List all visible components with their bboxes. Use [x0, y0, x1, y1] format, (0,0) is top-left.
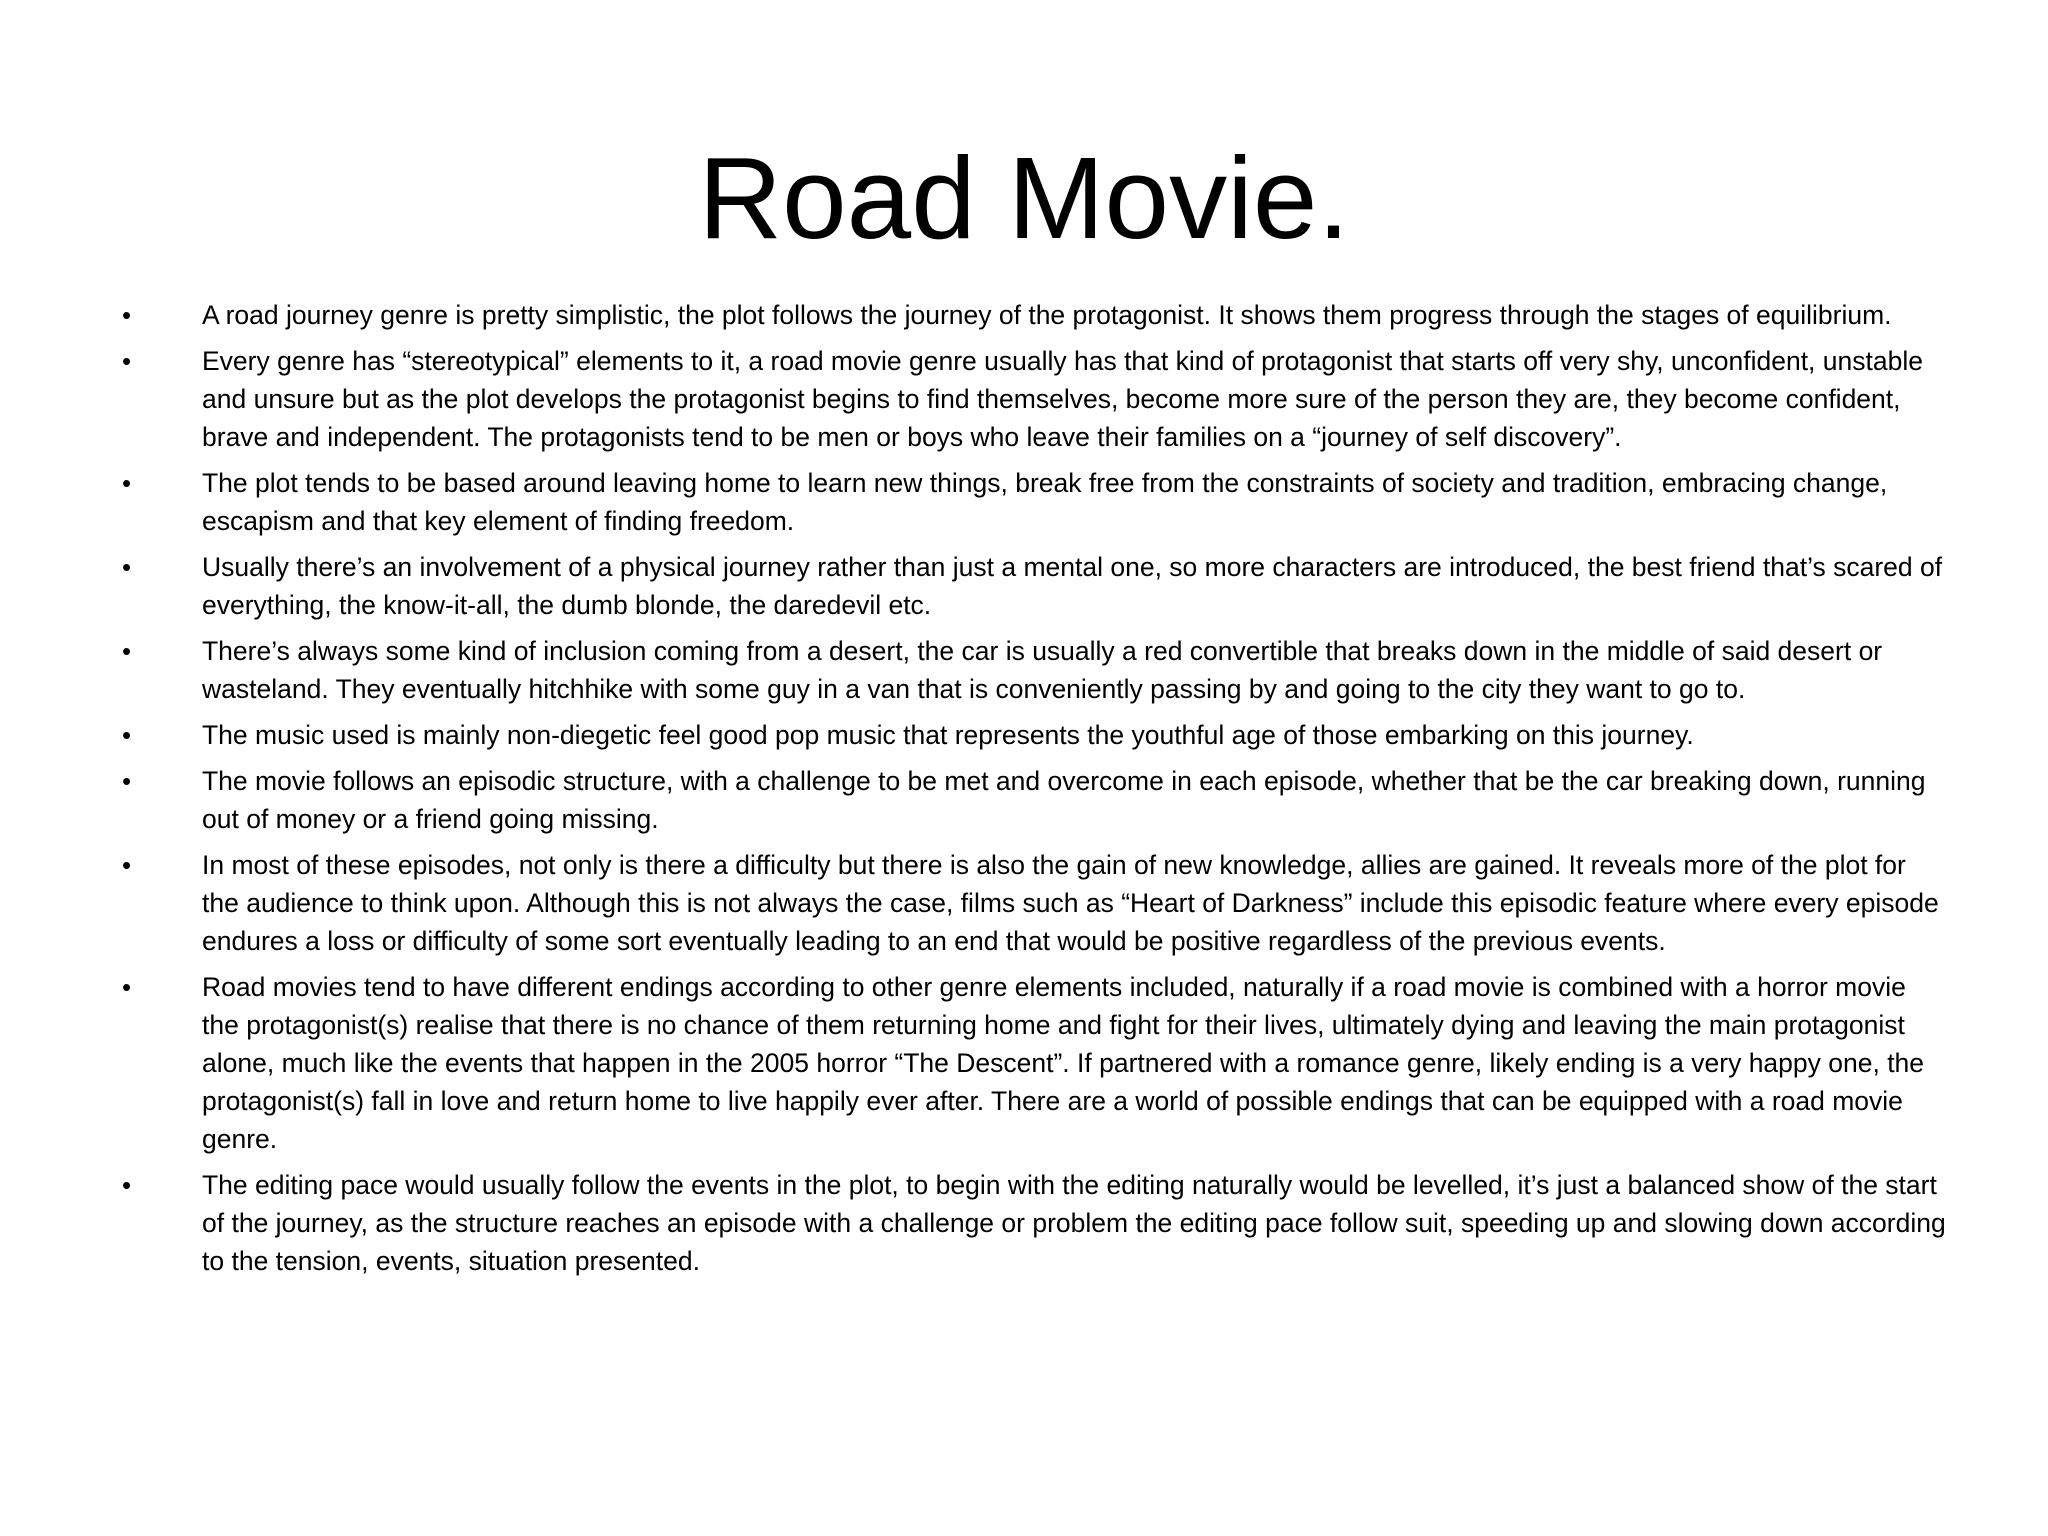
bullet-item-5	[120, 632, 1946, 708]
bullet-item-7	[120, 762, 1946, 838]
bullet-item-8	[120, 846, 1946, 960]
bullet-item-2	[120, 342, 1946, 456]
bullet-list	[120, 296, 1946, 1288]
bullet-item-1	[120, 296, 1946, 334]
bullet-text: Usually there’s an involvement of a physical journey rather than just a mental one, so more characters are introduced, the best friend that’s scared of everything, the know-it-all, the dumb blonde, the daredevil etc.	[202, 552, 1943, 620]
bullet-item-9	[120, 968, 1946, 1158]
bullet-dot-icon: •	[122, 850, 132, 880]
bullet-dot-icon: •	[122, 766, 132, 796]
bullet-text: The plot tends to be based around leaving home to learn new things, break free from the constraints of society and tradition, embracing change, escapism and that key element of finding freedom.	[202, 468, 1888, 536]
bullet-item-4	[120, 548, 1946, 624]
bullet-dot-icon: •	[122, 346, 132, 376]
bullet-text: The music used is mainly non-diegetic feel good pop music that represents the youthful age of those embarking on this journey.	[202, 720, 1694, 750]
bullet-dot-icon: •	[122, 972, 132, 1002]
bullet-text: A road journey genre is pretty simplistic, the plot follows the journey of the protagonist. It shows them progress through the stages of equilibrium.	[202, 300, 1892, 330]
bullet-dot-icon: •	[122, 300, 132, 330]
bullet-dot-icon: •	[122, 1170, 132, 1200]
bullet-item-6	[120, 716, 1946, 754]
bullet-dot-icon: •	[122, 720, 132, 750]
bullet-text: In most of these episodes, not only is there a difficulty but there is also the gain of new knowledge, allies are gained. It reveals more of the plot for the audience to think upon. Although this is not always the case, films such as “Heart of Darkness” include this episodic feature where every episode endures a loss or difficulty of some sort eventually leading to an end that would be positive regardless of the previous events.	[202, 850, 1939, 956]
bullet-text: Every genre has “stereotypical” elements to it, a road movie genre usually has that kind of protagonist that starts off very shy, unconfident, unstable and unsure but as the plot develops the protagonist begins to find themselves, become more sure of the person they are, they become confident, brave and independent. The protagonists tend to be men or boys who leave their families on a “journey of self discovery”.	[202, 346, 1923, 452]
bullet-item-3	[120, 464, 1946, 540]
bullet-text: The movie follows an episodic structure, with a challenge to be met and overcome in each episode, whether that be the car breaking down, running out of money or a friend going missing.	[202, 766, 1926, 834]
bullet-text: Road movies tend to have different endings according to other genre elements included, naturally if a road movie is combined with a horror movie the protagonist(s) realise that there is no chance of them returning home and fight for their lives, ultimately dying and leaving the main protagonist alone, much like the events that happen in the 2005 horror “The Descent”. If partnered with a romance genre, likely ending is a very happy one, the protagonist(s) fall in love and return home to live happily ever after. There are a world of possible endings that can be equipped with a road movie genre.	[202, 972, 1925, 1154]
slide-title: Road Movie.	[698, 133, 1350, 263]
bullet-dot-icon: •	[122, 552, 132, 582]
bullet-dot-icon: •	[122, 468, 132, 498]
bullet-text: There’s always some kind of inclusion coming from a desert, the car is usually a red convertible that breaks down in the middle of said desert or wasteland. They eventually hitchhike with some guy in a van that is conveniently passing by and going to the city they want to go to.	[202, 636, 1883, 704]
bullet-dot-icon: •	[122, 636, 132, 666]
bullet-text: The editing pace would usually follow the events in the plot, to begin with the editing naturally would be levelled, it’s just a balanced show of the start of the journey, as the structure reaches an episode with a challenge or problem the editing pace follow suit, speeding up and slowing down according to the tension, events, situation presented.	[202, 1170, 1946, 1276]
bullet-item-10	[120, 1166, 1946, 1280]
